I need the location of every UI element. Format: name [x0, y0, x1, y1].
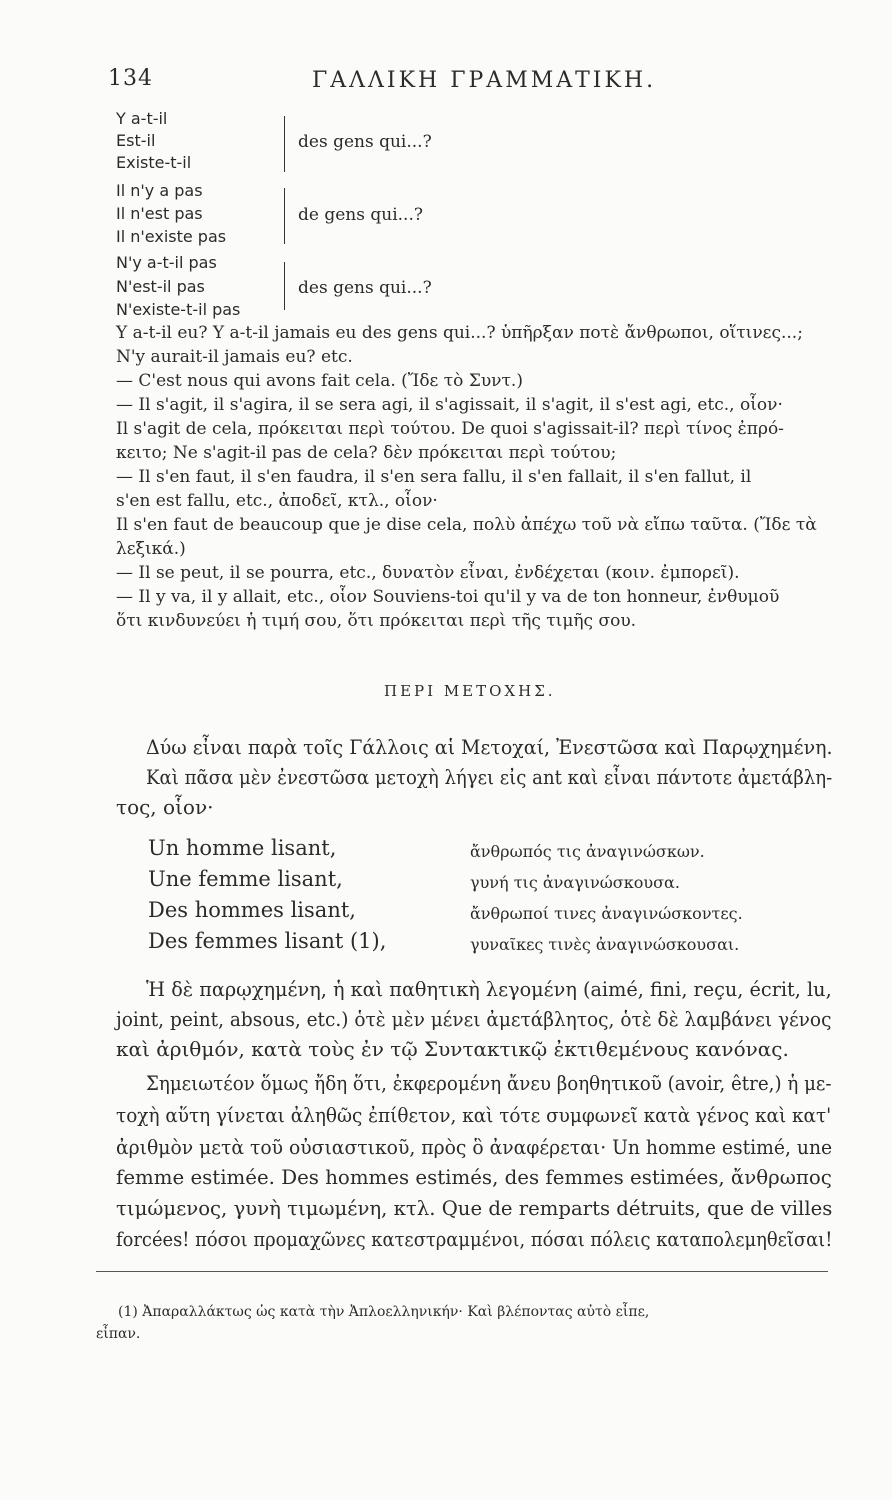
- group-result: de gens qui...?: [298, 205, 423, 225]
- example-greek: ἄνθρωποί τινες ἀναγινώσκοντες.: [470, 904, 743, 923]
- body-line: ὅτι κινδυνεύει ἡ τιμή σου, ὅτι πρόκειται περὶ τῆς τιμῆς σου.: [116, 611, 637, 631]
- example-french: Une femme lisant,: [148, 867, 343, 891]
- body-line: — Il s'en faut, il s'en faudra, il s'en sera fallu, il s'en fallait, il s'en fallut, il: [116, 467, 752, 487]
- group-line: Y a-t-il: [116, 109, 168, 128]
- paragraph-line: Ἡ δὲ παρῳχημένη, ἡ καὶ παθητικὴ λεγομένη (aimé, fini, reçu, écrit, lu,: [146, 977, 832, 1001]
- brace: [276, 116, 285, 172]
- intro-line: Καὶ πᾶσα μὲν ἐνεστῶσα μετοχὴ λήγει εἰς ant καὶ εἶναι πάντοτε ἀμετάβλη-: [146, 765, 833, 789]
- brace: [276, 262, 285, 310]
- body-line: N'y aurait-il jamais eu? etc.: [116, 347, 353, 367]
- group-line: Est-il: [116, 131, 156, 150]
- paragraph-line: joint, peint, absous, etc.) ὁτὲ μὲν μένει ἀμετάβλητος, ὁτὲ δὲ λαμβάνει γένος: [116, 1007, 832, 1031]
- section-title: ΠΕΡΙ ΜΕΤΟΧΗΣ.: [384, 682, 556, 700]
- body-line: κειτο; Ne s'agit-il pas de cela? δὲν πρόκειται περὶ τούτου;: [116, 443, 617, 463]
- group-result: des gens qui...?: [298, 278, 432, 298]
- example-french: Des femmes lisant (1),: [148, 929, 387, 953]
- body-line: — C'est nous qui avons fait cela. (Ἴδε τὸ Συντ.): [116, 371, 523, 391]
- body-line: — Il y va, il y allait, etc., οἷον Souviens-toi qu'il y va de ton honneur, ἐνθυμοῦ: [116, 587, 780, 607]
- example-greek: γυναῖκες τινὲς ἀναγινώσκουσαι.: [470, 935, 740, 954]
- group-line: Existe-t-il: [116, 153, 192, 172]
- running-title: ΓΑΛΛΙΚΗ ΓΡΑΜΜΑΤΙΚΗ.: [312, 68, 657, 93]
- body-line: λεξικά.): [116, 539, 186, 559]
- body-line: — Il se peut, il se pourra, etc., δυνατὸν εἶναι, ἐνδέχεται (κοιν. ἐμπορεῖ).: [116, 563, 740, 583]
- paragraph-line: τιμώμενος, γυνὴ τιμωμένη, κτλ. Que de remparts détruits, que de villes: [116, 1196, 833, 1220]
- group-line: N'y a-t-il pas: [116, 253, 217, 272]
- body-line: — Il s'agit, il s'agira, il se sera agi, il s'agissait, il s'agit, il s'est agi, etc., οἷον·: [116, 395, 783, 415]
- group-line: Il n'existe pas: [116, 227, 227, 246]
- intro-line: τος, οἷον·: [116, 795, 214, 819]
- paragraph-line: Σημειωτέον ὅμως ἤδη ὅτι, ἐκφερομένη ἄνευ βοηθητικοῦ (avoir, être,) ἡ με-: [146, 1071, 832, 1095]
- body-line: s'en est fallu, etc., ἀποδεῖ, κτλ., οἷον·: [116, 491, 438, 511]
- footnote-divider: [96, 1271, 828, 1272]
- group-line: N'existe-t-il pas: [116, 300, 241, 319]
- paragraph-line: forcées! πόσοι προμαχῶνες κατεστραμμένοι, πόσαι πόλεις καταπολεμηθεῖσαι!: [116, 1227, 833, 1251]
- example-french: Des hommes lisant,: [148, 898, 356, 922]
- paragraph-line: ἀριθμὸν μετὰ τοῦ οὐσιαστικοῦ, πρὸς ὃ ἀναφέρεται· Un homme estimé, une: [116, 1135, 833, 1159]
- intro-line: Δύω εἶναι παρὰ τοῖς Γάλλοις αἱ Μετοχαί, Ἐνεστῶσα καὶ Παρῳχημένη.: [146, 735, 833, 759]
- example-greek: γυνή τις ἀναγινώσκουσα.: [470, 873, 680, 892]
- footnote-line: (1) Ἀπαραλλάκτως ὡς κατὰ τὴν Ἀπλοελληνικήν· Καὶ βλέποντας αὐτὸ εἶπε,: [118, 1304, 650, 1320]
- body-line: Il s'agit de cela, πρόκειται περὶ τούτου. De quoi s'agissait-il? περὶ τίνος ἐπρό-: [116, 419, 784, 439]
- paragraph-line: τοχὴ αὕτη γίνεται ἀληθῶς ἐπίθετον, καὶ τότε συμφωνεῖ κατὰ γένος καὶ κατ': [116, 1103, 832, 1127]
- group-line: N'est-il pas: [116, 277, 205, 296]
- example-french: Un homme lisant,: [148, 836, 337, 860]
- body-line: Y a-t-il eu? Y a-t-il jamais eu des gens qui...? ὑπῆρξαν ποτὲ ἄνθρωποι, οἵτινες...;: [116, 323, 803, 343]
- group-line: Il n'y a pas: [116, 181, 203, 200]
- page-number: 134: [108, 66, 153, 91]
- example-greek: ἄνθρωπός τις ἀναγινώσκων.: [470, 842, 705, 861]
- paragraph-line: femme estimée. Des hommes estimés, des femmes estimées, ἄνθρωπος: [116, 1165, 832, 1189]
- paragraph-line: καὶ ἀριθμόν, κατὰ τοὺς ἐν τῷ Συντακτικῷ ἐκτιθεμένους κανόνας.: [116, 1037, 789, 1061]
- brace: [276, 188, 285, 244]
- footnote-line: εἶπαν.: [96, 1326, 141, 1342]
- group-result: des gens qui...?: [298, 132, 432, 152]
- body-line: Il s'en faut de beaucoup que je dise cela, πολὺ ἀπέχω τοῦ νὰ εἴπω ταῦτα. (Ἴδε τὰ: [116, 515, 817, 535]
- group-line: Il n'est pas: [116, 204, 203, 223]
